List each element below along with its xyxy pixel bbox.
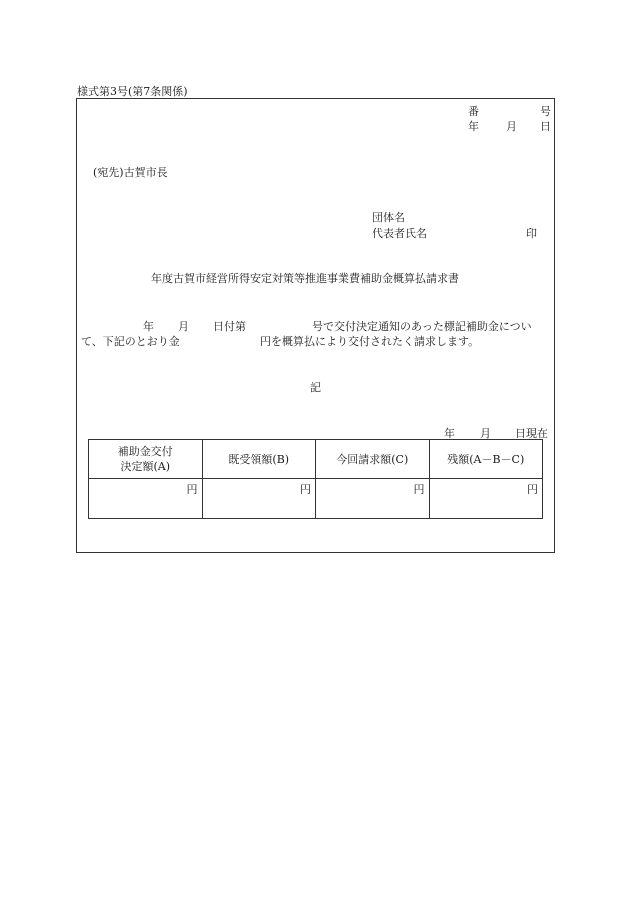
remaining-amount-cell[interactable]	[429, 479, 543, 519]
asof-day: 日現在	[515, 427, 548, 440]
form-number-label: 様式第3号(第7条関係)	[77, 85, 188, 98]
amounts-table	[88, 439, 543, 519]
yen-unit: 円	[300, 483, 311, 496]
header-decision-amount-line2: 決定額(A)	[120, 460, 171, 473]
received-amount-cell[interactable]	[202, 479, 316, 519]
number-label-ban: 番	[468, 105, 479, 118]
header-remaining-amount	[429, 440, 543, 479]
header-remaining-amount-label: 残額(A－B－C)	[447, 452, 525, 466]
header-current-request	[316, 440, 430, 479]
asof-year: 年	[444, 427, 455, 440]
ki-heading: 記	[310, 381, 321, 394]
header-received-amount	[202, 440, 316, 479]
yen-unit: 円	[527, 483, 538, 496]
decision-amount-cell[interactable]	[89, 479, 203, 519]
representative-label: 代表者氏名	[372, 227, 427, 240]
yen-unit: 円	[186, 483, 198, 496]
body-line2-start: て、下記のとおり金	[81, 335, 180, 348]
header-current-request-label: 今回請求額(C)	[336, 452, 409, 466]
current-request-cell[interactable]	[316, 479, 430, 519]
number-label-go: 号	[540, 105, 551, 118]
header-decision-amount	[89, 440, 203, 479]
body-year: 年	[143, 320, 154, 333]
table-row	[89, 479, 543, 519]
date-month-label: 月	[506, 120, 517, 133]
body-date-no: 日付第	[213, 320, 246, 333]
body-line1-rest: 号で交付決定通知のあった標記補助金につい	[312, 320, 532, 333]
document-title: 年度古賀市経営所得安定対策等推進事業費補助金概算払請求書	[151, 272, 459, 285]
date-day-label: 日	[540, 120, 551, 133]
addressee: (宛先)古賀市長	[93, 166, 168, 179]
yen-unit: 円	[413, 483, 425, 496]
date-year-label: 年	[468, 120, 479, 133]
table-header-row	[89, 440, 543, 479]
seal-mark: 印	[526, 227, 537, 240]
header-received-amount-label: 既受領額(B)	[228, 452, 290, 466]
org-name-label: 団体名	[372, 211, 405, 224]
body-line2-rest: 円を概算払により交付されたく請求します。	[260, 335, 480, 348]
body-month: 月	[178, 320, 189, 333]
header-decision-amount-line1: 補助金交付	[117, 445, 173, 458]
asof-month: 月	[480, 427, 491, 440]
